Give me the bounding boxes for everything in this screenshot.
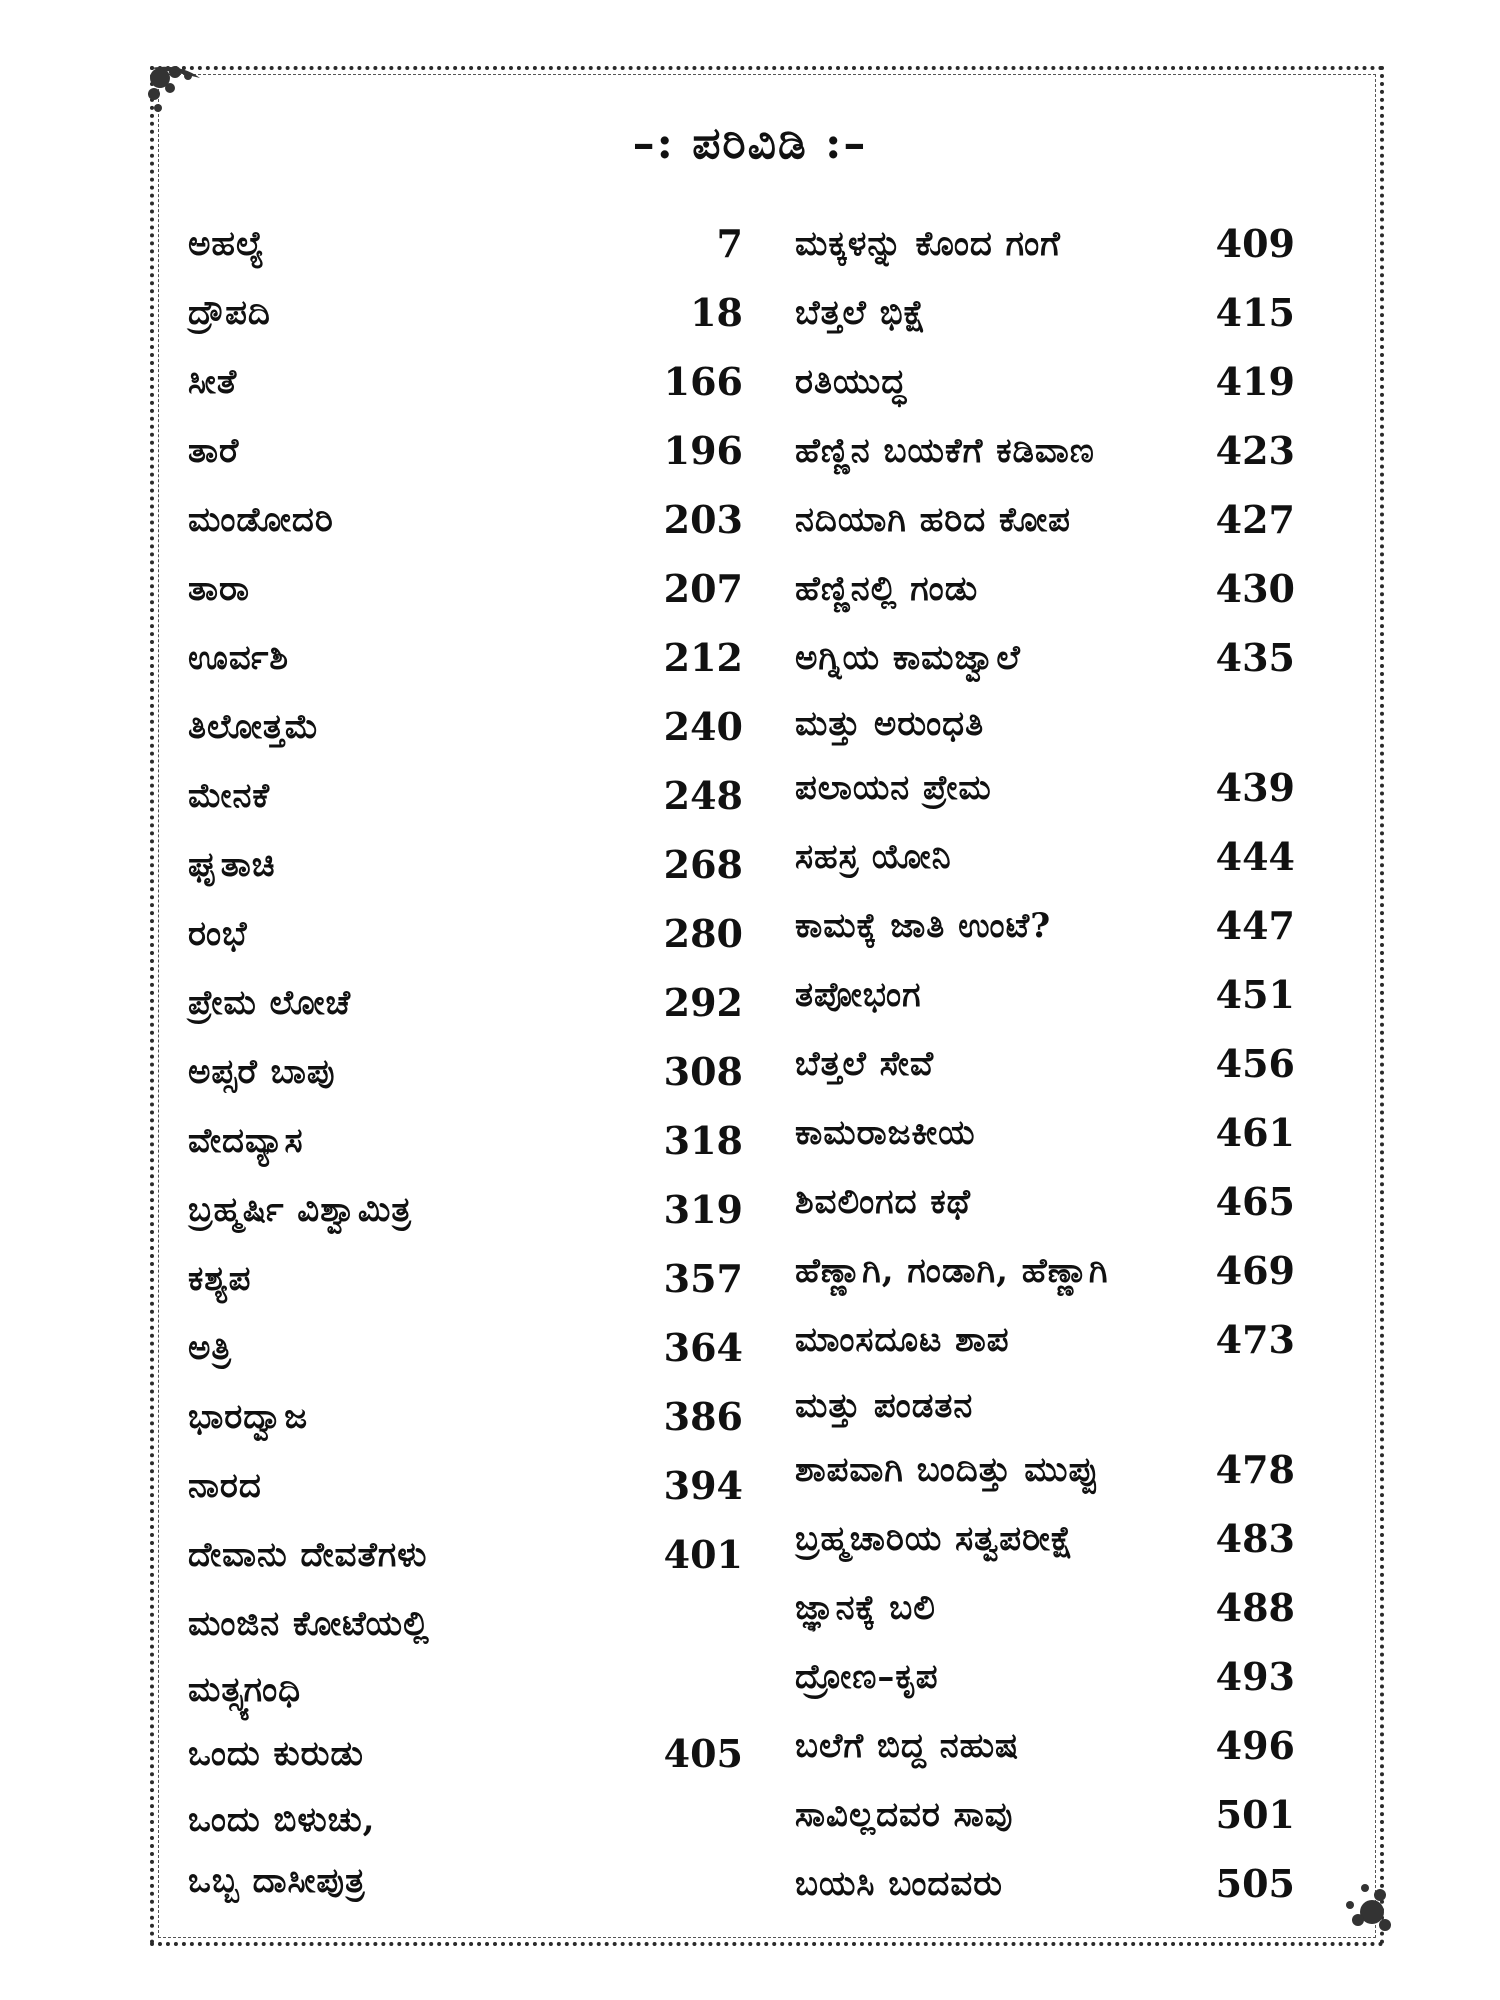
toc-entry-title-line: ನದಿಯಾಗಿ ಹರಿದ ಕೋಪ [795,500,1071,540]
toc-entry [795,1714,1295,1783]
toc-entry-title [188,971,351,1040]
toc-entry-title-line: ಬಯಸಿ ಬಂದವರು [795,1864,1003,1904]
toc-entry-title [188,1040,336,1109]
toc-page-number: 501 [1215,1792,1295,1837]
toc-entry-title-line: ಬ್ರಹ್ಮರ್ಷಿ ವಿಶ್ವಾಮಿತ್ರ [188,1190,412,1230]
toc-entry-title [188,833,276,902]
toc-page-number: 419 [1215,359,1295,404]
toc-page-number: 405 [663,1731,743,1776]
toc-entry [188,1316,743,1385]
toc-entry [188,833,743,902]
toc-entry-title-line: ಸಾವಿಲ್ಲದವರ ಸಾವು [795,1795,1014,1835]
toc-page-number [663,1592,743,1661]
toc-page-number: 280 [663,911,743,956]
toc-entry-title [188,902,248,971]
toc-entry [188,902,743,971]
toc-page-number: 308 [663,1049,743,1094]
toc-entry [795,1101,1295,1170]
toc-entry-title [795,1852,1003,1921]
toc-entry [795,1507,1295,1576]
toc-entry-title [188,350,237,419]
toc-page-number: 319 [663,1187,743,1232]
toc-page-number: 203 [663,497,743,542]
toc-entry-title-line: ಒಬ್ಬ ದಾಸೀಪುತ್ರ [188,1861,366,1901]
toc-entry [188,1247,743,1316]
toc-entry-title [795,350,907,419]
toc-entry [795,1308,1295,1438]
toc-entry [188,1722,743,1913]
toc-entry-title [188,1722,376,1913]
toc-page-number: 427 [1215,497,1295,542]
toc-entry-title [188,281,271,350]
toc-entry-title-line: ಪಲಾಯನ ಪ್ರೇಮ [795,768,992,808]
toc-entry-title [188,557,250,626]
toc-entry [188,695,743,764]
toc-entry-title [795,1438,1100,1507]
toc-entry-title [188,1385,308,1454]
toc-page-number: 430 [1215,566,1295,611]
toc-entry-title-line: ಹೆಣ್ಣಿನಲ್ಲಿ ಗಂಡು [795,569,979,609]
toc-entry-title [795,825,952,894]
toc-left-column [188,212,743,1913]
toc-entry-title [795,1239,1108,1308]
toc-page-number: 409 [1215,221,1295,266]
toc-page-number: 212 [663,635,743,680]
toc-entry-title-line: ರಂಭೆ [188,914,248,954]
toc-entry [795,419,1295,488]
toc-entry-title-line: ಅತ್ರಿ [188,1328,232,1368]
toc-entry-title-line: ಹೆಣ್ಣಾಗಿ, ಗಂಡಾಗಿ, ಹೆಣ್ಣಾಗಿ [795,1251,1109,1291]
toc-entry-title-line: ತಾರಾ [188,569,251,609]
toc-entry [188,1523,743,1592]
toc-page-number: 473 [1215,1317,1295,1362]
toc-page-number: 447 [1215,903,1295,948]
floral-corner-ornament-icon [1310,1850,1400,1940]
toc-entry-title-line: ಮತ್ತು ಪಂಡತನ [795,1386,974,1426]
toc-page-number: 444 [1215,834,1295,879]
toc-entry-title [188,1109,304,1178]
toc-entry [188,971,743,1040]
toc-page-number: 493 [1215,1654,1295,1699]
toc-entry-title [188,764,270,833]
toc-page-number: 488 [1215,1585,1295,1630]
toc-page-number: 166 [663,359,743,404]
toc-entry-title-line: ಬ್ರಹ್ಮಚಾರಿಯ ಸತ್ವಪರೀಕ್ಷೆ [795,1519,1074,1559]
page-title: –: ಪರಿವಿಡಿ :– [632,118,868,169]
toc-entry-title-line: ಮಂಜಿನ ಕೋಟೆಯಲ್ಲಿ [188,1604,430,1644]
toc-entry-title [795,1101,976,1170]
toc-page-number: 483 [1215,1516,1295,1561]
toc-entry [795,212,1295,281]
toc-entry [188,1592,743,1722]
toc-entry-title-line: ಹೆಣ್ಣಿನ ಬಯಕೆಗೆ ಕಡಿವಾಣ [795,431,1095,471]
toc-entry-title-line: ಶಿವಲಿಂಗದ ಕಥೆ [795,1182,971,1222]
toc-entry-title-line: ಮೇನಕೆ [188,776,271,816]
toc-entry-title [795,1714,1019,1783]
toc-entry-title [795,1308,1010,1438]
toc-entry-title-line: ತಿಲೋತ್ತಮೆ [188,707,320,747]
toc-entry [795,1783,1295,1852]
toc-page-number: 196 [663,428,743,473]
toc-page-number: 318 [663,1118,743,1163]
toc-entry [795,1438,1295,1507]
toc-entry-title-line: ಬೆತ್ತಲೆ ಸೇವೆ [795,1044,935,1084]
toc-entry-title-line: ಕಾಮಕ್ಕೆ ಜಾತಿ ಉಂಟೆ? [795,906,1052,946]
toc-page-number: 423 [1215,428,1295,473]
toc-page-number: 496 [1215,1723,1295,1768]
toc-entry-title [795,419,1095,488]
toc-entry-title [188,1592,430,1722]
toc-entry [188,1385,743,1454]
toc-entry-title [795,488,1071,557]
toc-entry-title-line: ಪ್ರೇಮ ಲೋಚೆ [188,983,352,1023]
toc-page-number: 292 [663,980,743,1025]
toc-entry-title-line: ಮತ್ಸ್ಯಗಂಧಿ [188,1670,302,1710]
toc-entry [795,963,1295,1032]
toc-entry-title-line: ಭಾರದ್ವಾಜ [188,1397,309,1437]
toc-entry [795,756,1295,825]
toc-entry [188,488,743,557]
toc-entry [795,825,1295,894]
toc-entry-title-line: ಕಶ್ಯಪ [188,1259,252,1299]
toc-entry-title [188,695,320,764]
toc-entry-title-line: ಮಾಂಸದೂಟ ಶಾಪ [795,1320,1010,1360]
toc-entry-title [188,1454,262,1523]
toc-entry [188,1178,743,1247]
toc-page-number: 469 [1215,1248,1295,1293]
toc-entry-title-line: ತಪೋಭಂಗ [795,975,922,1015]
toc-entry [188,350,743,419]
toc-entry-title [188,212,265,281]
toc-entry [188,1109,743,1178]
toc-entry [188,212,743,281]
toc-entry-title [188,626,289,695]
toc-page-number: 207 [663,566,743,611]
toc-entry-title-line: ಮತ್ತು ಅರುಂಧತಿ [795,704,985,744]
toc-entry-title-line: ಘೃತಾಚಿ [188,845,276,885]
toc-entry [795,1576,1295,1645]
toc-entry [795,894,1295,963]
toc-entry-title-line: ಒಂದು ಕುರುಡು [188,1734,364,1774]
toc-entry-title [188,1523,428,1592]
toc-entry [188,764,743,833]
toc-entry-title-line: ಅಪ್ಸರೆ ಬಾಪು [188,1052,336,1092]
toc-page-number: 18 [690,290,743,335]
toc-entry-title-line: ಸೀತೆ [188,362,238,402]
toc-entry [795,1239,1295,1308]
toc-entry-title [795,1507,1074,1576]
toc-entry [795,557,1295,626]
toc-entry-title [795,626,1021,756]
toc-entry-title [795,1645,938,1714]
toc-entry-title [795,557,978,626]
toc-entry-title [795,1170,971,1239]
toc-entry-title-line: ಜ್ಞಾನಕ್ಕೆ ಬಲಿ [795,1588,936,1628]
toc-entry-title [795,212,1061,281]
toc-page-number: 505 [1215,1861,1295,1906]
toc-entry-title [188,1247,251,1316]
toc-page-number: 435 [1215,635,1295,680]
toc-entry-title [795,281,927,350]
toc-page-number: 386 [663,1394,743,1439]
toc-entry [188,626,743,695]
toc-entry [795,488,1295,557]
toc-entry-title-line: ನಾರದ [188,1466,262,1506]
toc-entry-title-line: ದ್ರೋಣ–ಕೃಪ [795,1657,939,1697]
toc-entry [188,281,743,350]
toc-entry-title-line: ಅಗ್ನಿಯ ಕಾಮಜ್ವಾಲೆ [795,638,1021,678]
toc-entry [188,1040,743,1109]
toc-entry-title-line: ಕಾಮರಾಜಕೀಯ [795,1113,976,1153]
toc-entry-title-line: ಮಕ್ಕಳನ್ನು ಕೊಂದ ಗಂಗೆ [795,224,1061,264]
toc-entry-title [188,419,239,488]
toc-page-number: 439 [1215,765,1295,810]
toc-entry-title-line: ಮಂಡೋದರಿ [188,500,334,540]
toc-entry [188,1454,743,1523]
toc-page-number: 357 [663,1256,743,1301]
toc-entry-title-line: ಬೆತ್ತಲೆ ಭಿಕ್ಷೆ [795,293,927,333]
toc-page-number: 268 [663,842,743,887]
toc-entry-title [795,1783,1013,1852]
toc-entry-title-line: ಅಹಲ್ಯೆ [188,224,266,264]
toc-entry-title-line: ರತಿಯುದ್ಧ [795,362,907,402]
toc-entry [795,281,1295,350]
toc-entry-title [795,1032,934,1101]
toc-entry-title [188,1178,412,1247]
toc-entry-title-line: ಊರ್ವಶಿ [188,638,289,678]
toc-entry-title [795,1576,936,1645]
toc-entry-title-line: ಶಾಪವಾಗಿ ಬಂದಿತ್ತು ಮುಪ್ಪು [795,1450,1100,1490]
toc-page-number: 394 [663,1463,743,1508]
toc-entry-title [795,894,1051,963]
toc-right-column [795,212,1295,1921]
toc-page-number: 7 [716,221,743,266]
toc-entry [795,1170,1295,1239]
toc-entry-title-line: ದ್ರೌಪದಿ [188,293,271,333]
toc-page-number: 456 [1215,1041,1295,1086]
toc-page-number: 401 [663,1532,743,1577]
toc-page-number: 364 [663,1325,743,1370]
toc-entry-title [188,488,334,557]
toc-page-number: 461 [1215,1110,1295,1155]
toc-entry-title [188,1316,232,1385]
toc-entry [795,1032,1295,1101]
toc-page-number: 415 [1215,290,1295,335]
toc-entry-title-line: ವೇದವ್ಯಾಸ [188,1121,304,1161]
toc-entry [188,419,743,488]
toc-page-number: 465 [1215,1179,1295,1224]
toc-entry-title-line: ದೇವಾನು ದೇವತೆಗಳು [188,1535,428,1575]
toc-page-number: 240 [663,704,743,749]
toc-entry [795,626,1295,756]
toc-page-number: 478 [1215,1447,1295,1492]
toc-entry [795,1852,1295,1921]
toc-page-number: 451 [1215,972,1295,1017]
toc-entry-title-line: ಸಹಸ್ರ ಯೋನಿ [795,837,952,877]
toc-entry-title-line: ಒಂದು ಬಿಳುಚು, [188,1800,376,1840]
toc-entry-title [795,963,921,1032]
toc-entry [795,350,1295,419]
toc-entry [188,557,743,626]
toc-entry-title [795,756,992,825]
toc-entry-title-line: ತಾರೆ [188,431,240,471]
toc-page-number: 248 [663,773,743,818]
toc-entry [795,1645,1295,1714]
toc-entry-title-line: ಬಲೆಗೆ ಬಿದ್ದ ನಹುಷ [795,1726,1020,1766]
